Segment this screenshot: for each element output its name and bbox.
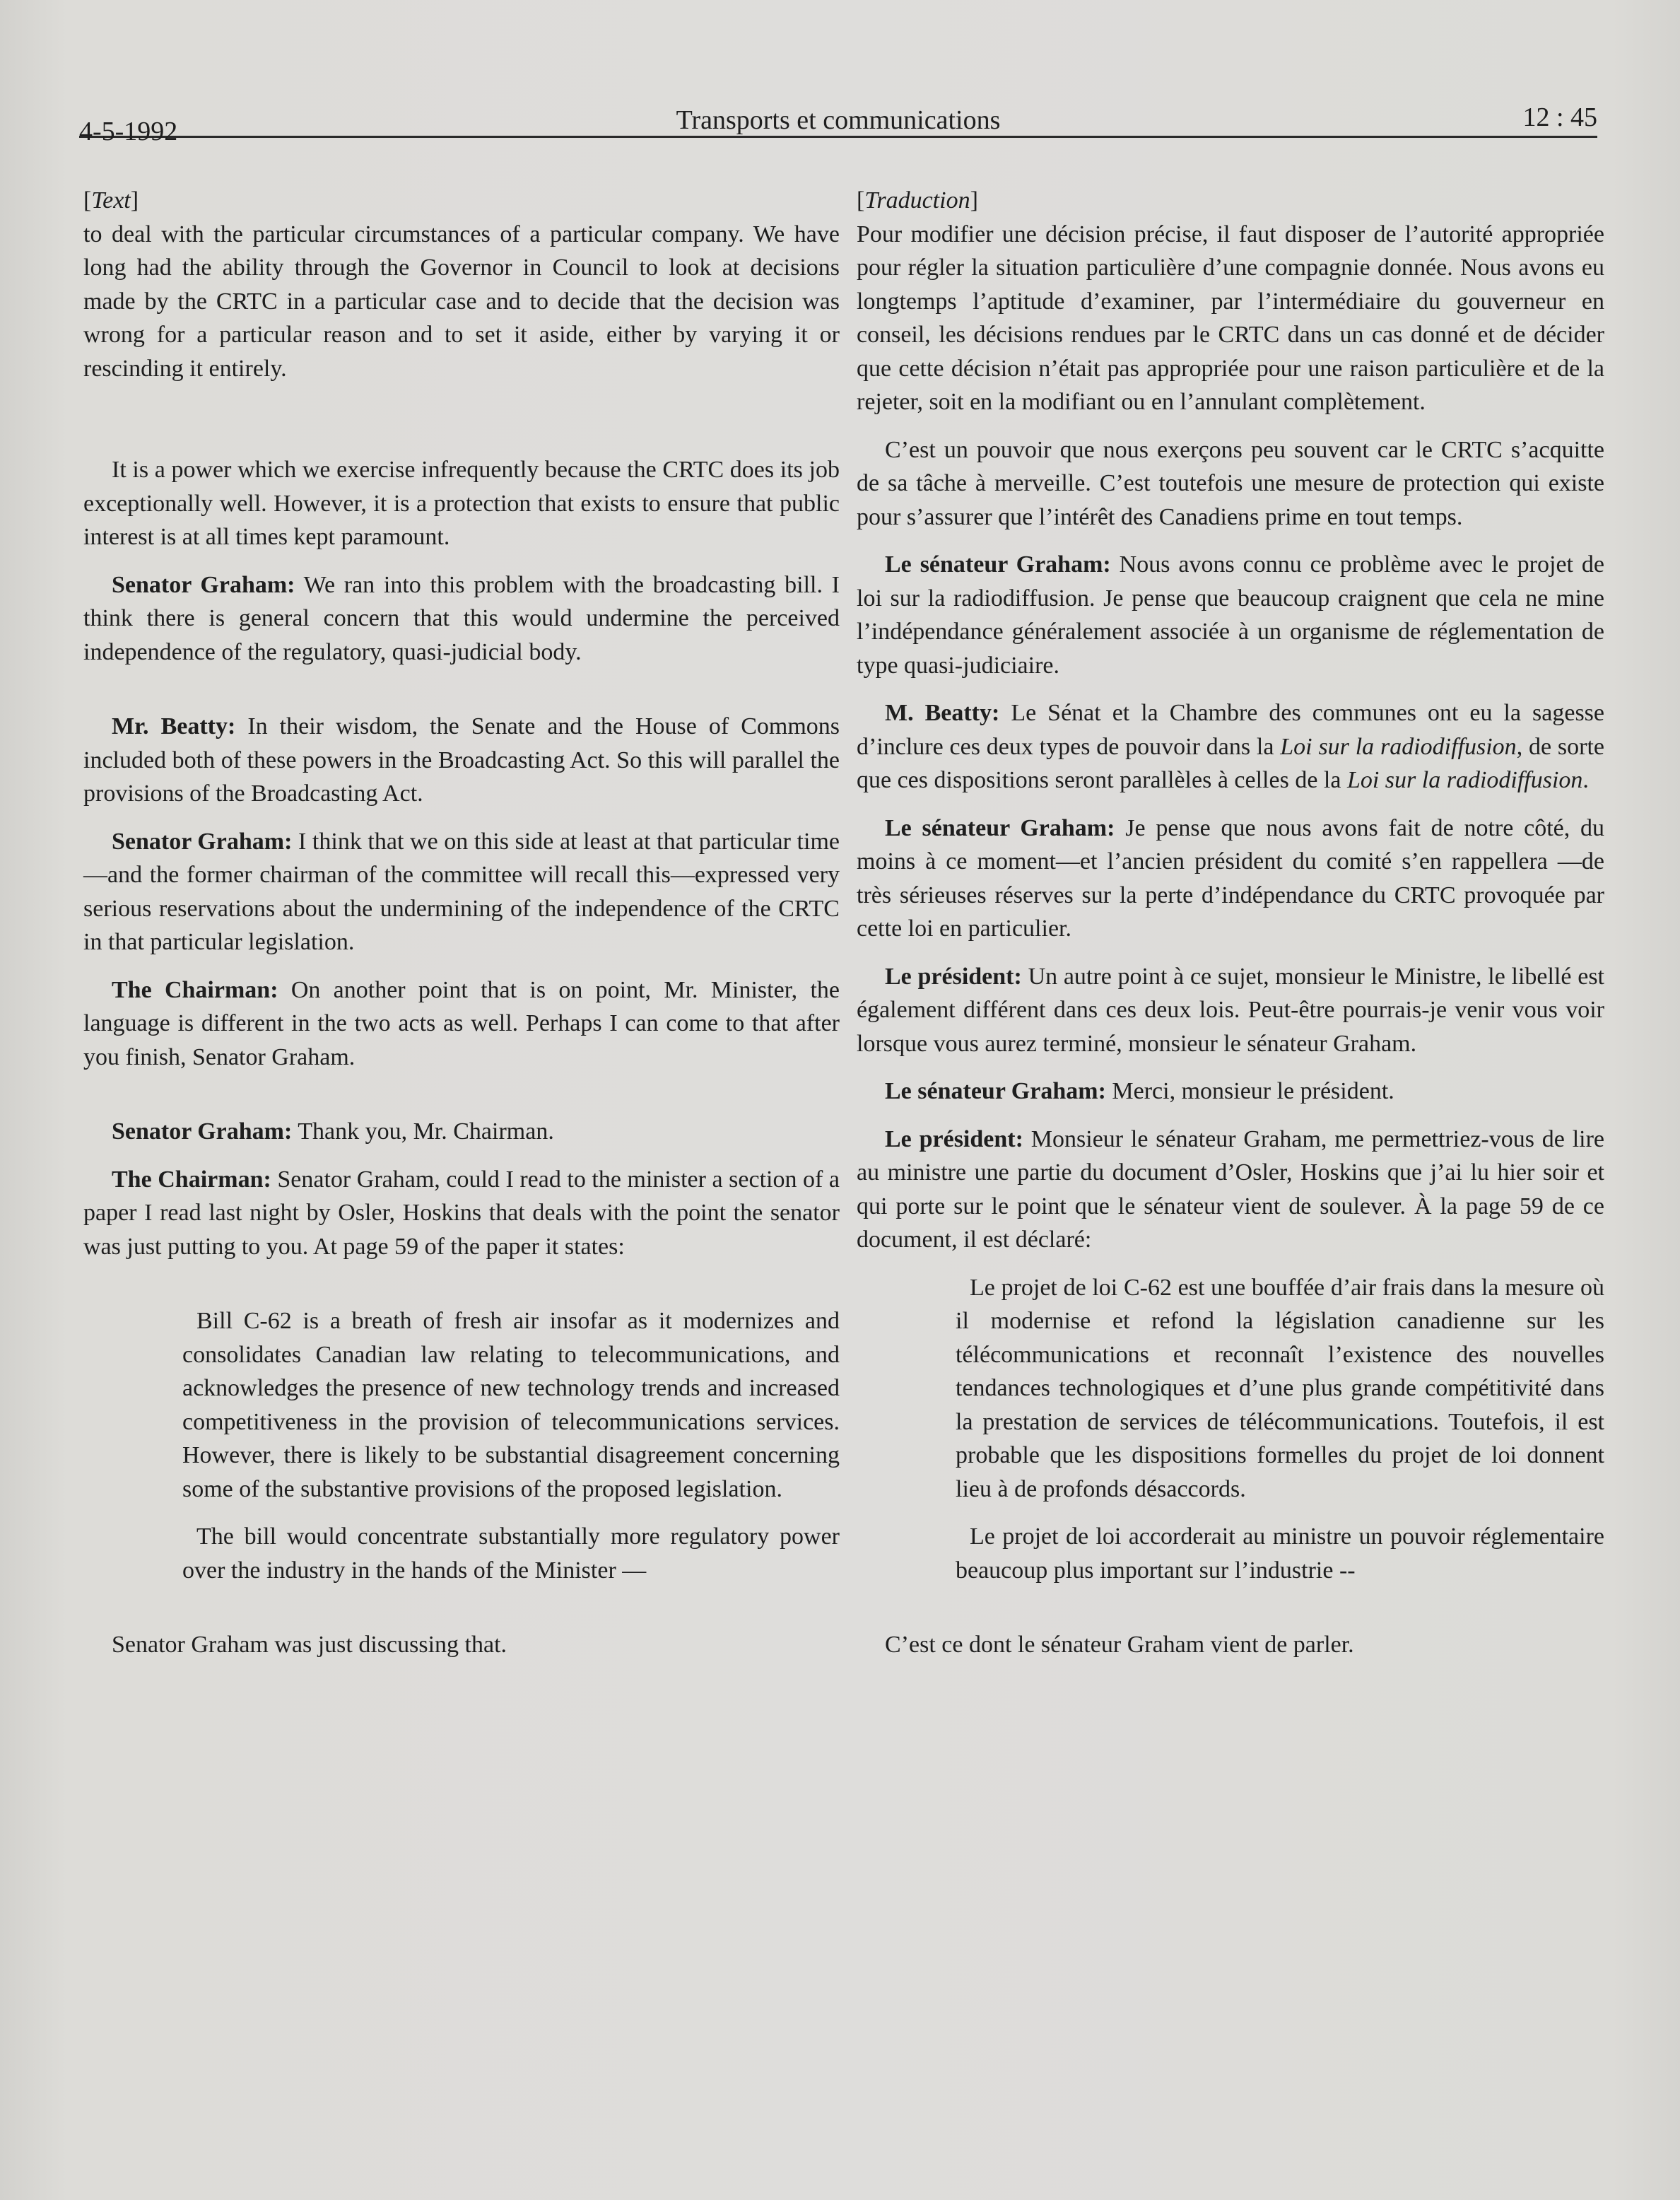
paragraph: to deal with the particular circumstances of a particular company. We have long had the ability through the Governor in Council to look at decisions made by the CRTC in a particular case and to decide that the decision was wrong for a particular reason and to set it aside, either by varying it or rescinding it entirely. bbox=[83, 221, 840, 382]
exchange bbox=[83, 825, 840, 959]
speaker-name: Senator Graham: bbox=[112, 1118, 293, 1145]
exchange bbox=[857, 1123, 1604, 1257]
header-page-number: 12 : 45 bbox=[1522, 103, 1597, 132]
column-tag: [Text] bbox=[83, 187, 139, 213]
exchange bbox=[83, 710, 840, 811]
paragraph: It is a power which we exercise infrequently because the CRTC does its job exceptionally well. However, it is a protection that exists to ensure that public interest is at all times kept paramount. bbox=[83, 457, 840, 550]
speaker-name: Mr. Beatty: bbox=[112, 713, 236, 739]
closing-line: C’est ce dont le sénateur Graham vient de parler. bbox=[885, 1632, 1354, 1658]
quote-paragraph: Le projet de loi C-62 est une bouffée d’air frais dans la mesure où il modernise et refond la législation canadienne sur les télécommunications et reconnaît l’existence des nouvelles tendances technologiques et d’une plus grande compétitivité dans la prestation de services de télécommunications. Toutefois, il est probable que les dispositions formelles du projet de loi donnent lieu à de profonds désaccords. bbox=[956, 1274, 1604, 1502]
act-title: Loi sur la radiodiffusion bbox=[1346, 767, 1583, 793]
speech-text: Je pense que nous avons fait de notre côté, du moins à ce moment—et l’ancien président du comité s’en rappellera —de très sérieuses réserves sur la perte d’indépendance du CRTC provoquée par cette loi en particulier. bbox=[857, 814, 1605, 942]
speech-text: Merci, monsieur le président. bbox=[1112, 1078, 1394, 1104]
exchange bbox=[857, 960, 1604, 1061]
speaker-name: Senator Graham: bbox=[112, 828, 293, 855]
speech-text: I think that we on this side at least at that particular time—and the former chairman of the committee will recall this—expressed very serious reservations about the undermining of the independence of the CRTC in that particular legislation. bbox=[83, 828, 840, 955]
exchange bbox=[83, 568, 840, 669]
block-quote bbox=[857, 1271, 1604, 1588]
speaker-name: Le sénateur Graham: bbox=[885, 551, 1111, 578]
paragraph: Pour modifier une décision précise, il faut disposer de l’autorité appropriée pour régler la situation particulière d’une compagnie donnée. Nous avons eu longtemps l’aptitude d’examiner, par l’intermédiaire du gouverneur en conseil, les décisions rendues par le CRTC dans un cas donné et de décider que cette décision n’était pas appropriée pour une raison particulière et de la rejeter, soit en la modifiant ou en l’annulant complètement. bbox=[857, 221, 1604, 415]
header-title: Transports et communications bbox=[676, 105, 1001, 135]
act-title: Loi sur la radiodiffusion bbox=[1280, 733, 1517, 760]
speech-text: We ran into this problem with the broadcasting bill. I think there is general concern that this would undermine the perceived independence of the regulatory, quasi-judicial body. bbox=[83, 571, 840, 665]
speech-text: Thank you, Mr. Chairman. bbox=[298, 1118, 554, 1145]
speaker-name: Le président: bbox=[885, 1125, 1023, 1152]
quote-paragraph: The bill would concentrate substantially more regulatory power over the industry in the hands of the Minister — bbox=[182, 1523, 840, 1584]
block-quote bbox=[83, 1304, 840, 1587]
speech-text: Monsieur le sénateur Graham, me permettriez-vous de lire au ministre une partie du document d’Osler, Hoskins que j’ai lu hier soir et qui porte sur le point que le sénateur vient de soulever. À la page 59 de ce document, il est déclaré: bbox=[857, 1125, 1605, 1253]
exchange bbox=[83, 973, 840, 1075]
exchange bbox=[857, 696, 1604, 797]
column-tag: [Traduction] bbox=[857, 187, 978, 213]
speech-text: Le Sénat et la Chambre des communes ont eu la sagesse d’inclure ces deux types de pouvoir dans la bbox=[857, 700, 1605, 760]
speaker-name: The Chairman: bbox=[112, 976, 278, 1003]
exchange bbox=[83, 1115, 840, 1149]
paragraph: C’est un pouvoir que nous exerçons peu souvent car le CRTC s’acquitte de sa tâche à merveille. C’est toutefois une mesure de protection qui existe pour s’assurer que l’intérêt des Canadiens prime en tout temps. bbox=[857, 436, 1604, 530]
speech-text: . bbox=[1582, 767, 1589, 793]
speech-text: On another point that is on point, Mr. Minister, the language is different in the two acts as well. Perhaps I can come to that after you finish, Senator Graham. bbox=[83, 976, 840, 1070]
exchange bbox=[857, 812, 1604, 946]
speaker-name: Le président: bbox=[885, 963, 1022, 990]
speaker-name: Senator Graham: bbox=[112, 571, 295, 598]
speech-text: In their wisdom, the Senate and the House of Commons included both of these powers in the Broadcasting Act. So this will parallel the provisions of the Broadcasting Act. bbox=[83, 713, 840, 807]
exchange bbox=[83, 1163, 840, 1264]
speaker-name: The Chairman: bbox=[112, 1166, 271, 1193]
right-column bbox=[857, 184, 1604, 1662]
speech-text: Nous avons connu ce problème avec le projet de loi sur la radiodiffusion. Je pense que beaucoup craignent que cela ne mine l’indépendance généralement associée à un organisme de réglementation de type quasi-judiciaire. bbox=[857, 551, 1605, 679]
left-column bbox=[83, 184, 840, 1662]
speech-text: , de sorte que ces dispositions seront parallèles à celles de la bbox=[857, 733, 1605, 793]
header-date: 4-5-1992 bbox=[79, 117, 178, 146]
speaker-name: Le sénateur Graham: bbox=[885, 1078, 1106, 1104]
exchange bbox=[857, 548, 1604, 682]
exchange bbox=[857, 1075, 1604, 1108]
speech-text: Un autre point à ce sujet, monsieur le Ministre, le libellé est également différent dans ces deux lois. Peut-être pourrais-je venir vous voir lorsque vous aurez terminé, monsieur le sénateur Graham. bbox=[857, 963, 1605, 1057]
quote-paragraph: Bill C-62 is a breath of fresh air insofar as it modernizes and consolidates Canadian law relating to telecommunications, and acknowledges the presence of new technology trends and increased competitiveness in the provision of telecommunications services. However, there is likely to be substantial disagreement concerning some of the substantive provisions of the proposed legislation. bbox=[182, 1308, 840, 1502]
page-header bbox=[79, 103, 1597, 146]
closing-line: Senator Graham was just discussing that. bbox=[112, 1632, 507, 1658]
speaker-name: Le sénateur Graham: bbox=[885, 814, 1115, 841]
quote-paragraph: Le projet de loi accorderait au ministre un pouvoir réglementaire beaucoup plus important sur l’industrie -- bbox=[956, 1523, 1604, 1584]
speaker-name: M. Beatty: bbox=[885, 700, 1000, 726]
speech-text: Senator Graham, could I read to the minister a section of a paper I read last night by Osler, Hoskins that deals with the point the senator was just putting to you. At page 59 of the paper it states: bbox=[83, 1166, 840, 1260]
